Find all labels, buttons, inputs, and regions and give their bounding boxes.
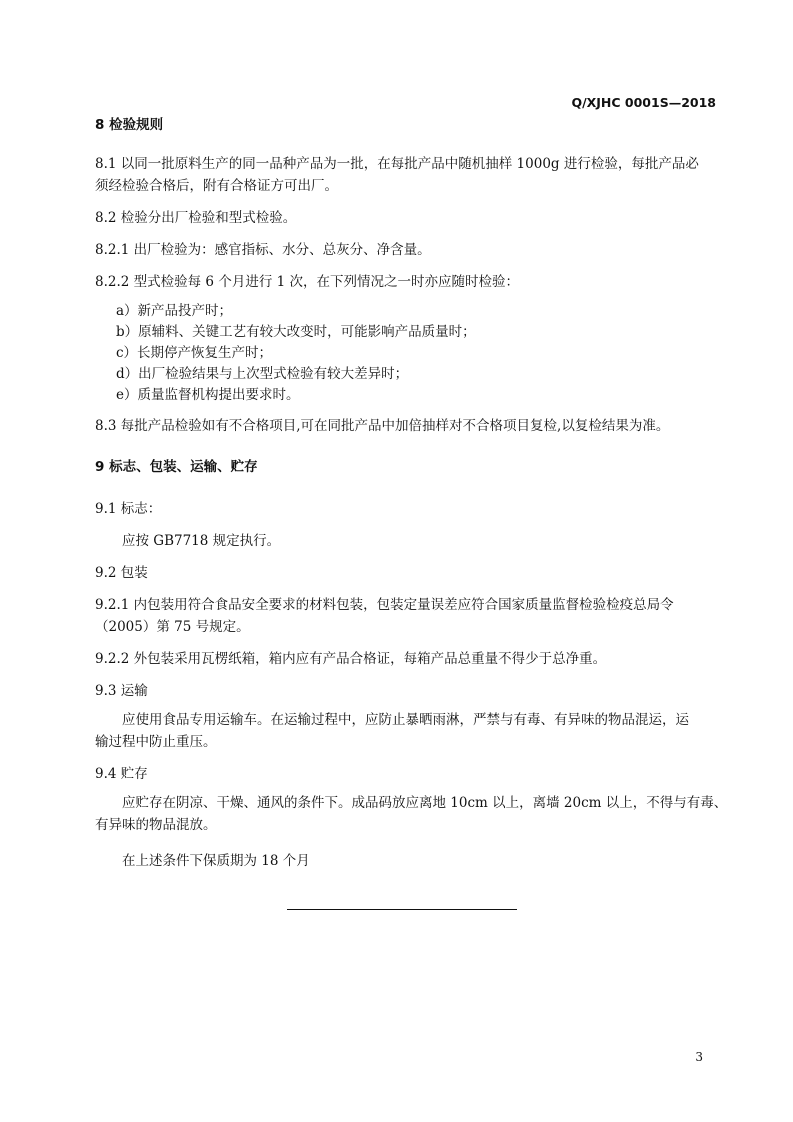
para-8-1-line2: 须经检验合格后，附有合格证方可出厂。 <box>95 178 338 194</box>
list-item-d: d）出厂检验结果与上次型式检验有较大差异时； <box>116 366 409 382</box>
para-8-2-2: 8.2.2 型式检验每 6 个月进行 1 次，在下列情况之一时亦应随时检验： <box>95 274 519 290</box>
list-item-b: b）原辅料、关键工艺有较大改变时，可能影响产品质量时； <box>116 324 476 340</box>
para-9-3: 9.3 运输 <box>95 683 148 699</box>
page-number: 3 <box>695 1050 703 1064</box>
list-item-c: c）长期停产恢复生产时； <box>116 345 273 361</box>
para-9-3-line1: 应使用食品专用运输车。在运输过程中，应防止暴晒雨淋，严禁与有毒、有异味的物品混运，运 <box>122 712 689 728</box>
para-9-4: 9.4 贮存 <box>95 766 148 782</box>
para-8-2-1: 8.2.1 出厂检验为：感官指标、水分、总灰分、净含量。 <box>95 242 431 258</box>
para-9-2-1-line2: （2005）第 75 号规定。 <box>95 619 250 635</box>
para-8-3: 8.3 每批产品检验如有不合格项目,可在同批产品中加倍抽样对不合格项目复检,以复检结果为准。 <box>95 418 670 434</box>
para-9-1-body: 应按 GB7718 规定执行。 <box>122 533 281 549</box>
para-8-1-line1: 8.1 以同一批原料生产的同一品种产品为一批，在每批产品中随机抽样 1000g 进行检验，每批产品必 <box>95 156 699 172</box>
para-9-3-line2: 输过程中防止重压。 <box>95 734 217 750</box>
shelf-life-statement: 在上述条件下保质期为 18 个月 <box>122 853 310 869</box>
standard-number: Q/XJHC 0001S—2018 <box>571 95 716 110</box>
end-rule <box>287 909 517 910</box>
para-9-4-line1: 应贮存在阴凉、干燥、通风的条件下。成品码放应离地 10cm 以上，离墙 20cm 以上，不得与有毒、 <box>122 795 728 811</box>
para-9-2-1-line1: 9.2.1 内包装用符合食品安全要求的材料包装，包装定量误差应符合国家质量监督检验检疫总局令 <box>95 597 674 613</box>
para-9-1: 9.1 标志： <box>95 501 162 517</box>
list-item-a: a）新产品投产时； <box>116 303 233 319</box>
para-9-2: 9.2 包装 <box>95 565 148 581</box>
list-item-e: e）质量监督机构提出要求时。 <box>116 387 300 403</box>
para-9-2-2: 9.2.2 外包装采用瓦楞纸箱，箱内应有产品合格证，每箱产品总重量不得少于总净重。 <box>95 651 607 667</box>
section-9-title: 9 标志、包装、运输、贮存 <box>95 459 258 475</box>
para-9-4-line2: 有异味的物品混放。 <box>95 817 217 833</box>
para-8-2: 8.2 检验分出厂检验和型式检验。 <box>95 210 297 226</box>
section-8-title: 8 检验规则 <box>95 117 164 133</box>
